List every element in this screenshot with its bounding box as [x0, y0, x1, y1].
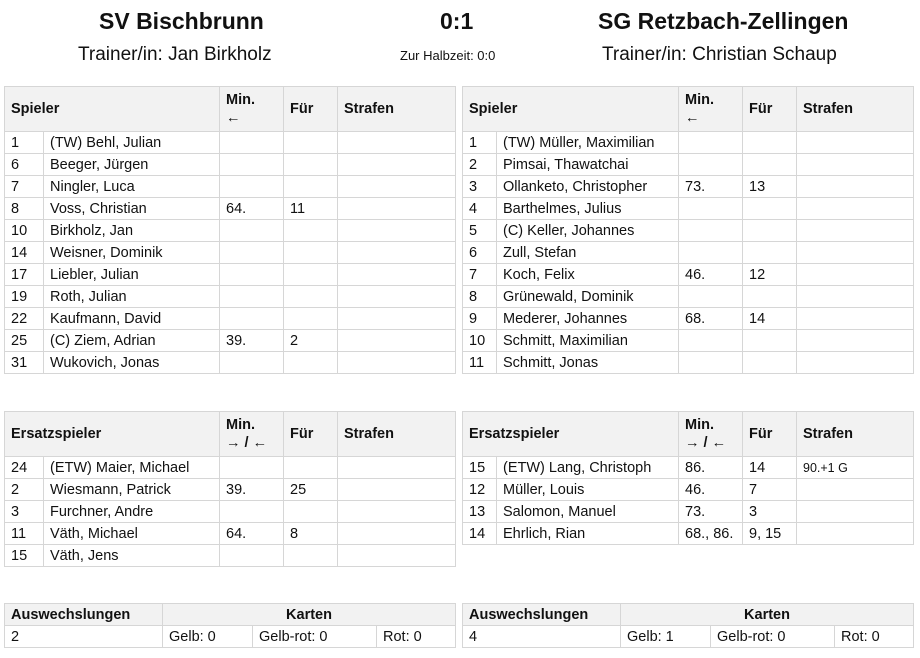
player-for [743, 330, 797, 352]
player-for: 3 [743, 501, 797, 523]
player-minute: 68. [679, 308, 743, 330]
player-row [5, 479, 456, 501]
player-number: 6 [463, 242, 497, 264]
player-penalty [338, 176, 456, 198]
player-penalty [797, 501, 914, 523]
player-minute: 64. [220, 523, 284, 545]
player-number: 11 [463, 352, 497, 374]
player-minute: 86. [679, 457, 743, 479]
player-for: 12 [743, 264, 797, 286]
player-number: 11 [5, 523, 44, 545]
player-number: 10 [5, 220, 44, 242]
player-for [284, 242, 338, 264]
player-for: 7 [743, 479, 797, 501]
player-penalty [338, 132, 456, 154]
player-penalty [338, 154, 456, 176]
player-number: 1 [5, 132, 44, 154]
home-red-cards: Rot: 0 [377, 626, 456, 648]
player-minute [220, 264, 284, 286]
player-number: 15 [5, 545, 44, 567]
col-spieler: Spieler [5, 87, 220, 132]
player-number: 13 [463, 501, 497, 523]
col-min [220, 87, 284, 132]
player-number: 14 [463, 523, 497, 545]
player-number: 31 [5, 352, 44, 374]
player-number: 7 [463, 264, 497, 286]
player-name: Schmitt, Maximilian [497, 330, 679, 352]
player-penalty [338, 479, 456, 501]
player-minute [679, 330, 743, 352]
player-number: 3 [463, 176, 497, 198]
player-row [463, 352, 914, 374]
player-row [463, 154, 914, 176]
player-name: Ningler, Luca [44, 176, 220, 198]
player-penalty [797, 154, 914, 176]
away-subs-table [462, 411, 914, 545]
player-number: 10 [463, 330, 497, 352]
player-name: Ollanketo, Christopher [497, 176, 679, 198]
player-number: 1 [463, 132, 497, 154]
player-minute: 39. [220, 330, 284, 352]
player-penalty [338, 198, 456, 220]
player-for [284, 220, 338, 242]
player-row [5, 198, 456, 220]
player-for [284, 154, 338, 176]
match-score: 0:1 [440, 8, 474, 34]
player-name: Roth, Julian [44, 286, 220, 308]
player-name: Pimsai, Thawatchai [497, 154, 679, 176]
player-name: Voss, Christian [44, 198, 220, 220]
player-penalty [338, 286, 456, 308]
min-arrows: → / ← [685, 435, 727, 451]
col-fuer: Für [743, 87, 797, 132]
player-row [463, 308, 914, 330]
player-minute: 73. [679, 176, 743, 198]
player-number: 9 [463, 308, 497, 330]
col-fuer: Für [743, 412, 797, 457]
away-players-table [462, 86, 914, 374]
player-minute [220, 176, 284, 198]
player-row [463, 479, 914, 501]
player-minute: 46. [679, 479, 743, 501]
home-subs-table [4, 411, 456, 567]
player-name: Mederer, Johannes [497, 308, 679, 330]
player-penalty [797, 132, 914, 154]
halftime-score: Zur Halbzeit: 0:0 [400, 48, 496, 63]
player-row [5, 220, 456, 242]
player-number: 15 [463, 457, 497, 479]
col-fuer: Für [284, 87, 338, 132]
player-number: 3 [5, 501, 44, 523]
player-number: 25 [5, 330, 44, 352]
player-for [284, 308, 338, 330]
player-minute: 68., 86. [679, 523, 743, 545]
col-min [220, 412, 284, 457]
home-players-table [4, 86, 456, 374]
player-penalty [338, 352, 456, 374]
col-karten: Karten [163, 604, 456, 626]
player-minute [220, 501, 284, 523]
player-row [5, 308, 456, 330]
player-penalty [797, 330, 914, 352]
table-header-row [463, 412, 914, 457]
player-minute [679, 286, 743, 308]
away-summary-table [462, 603, 914, 648]
min-label: Min. [226, 417, 255, 433]
player-penalty [797, 352, 914, 374]
col-auswechslungen: Auswechslungen [5, 604, 163, 626]
player-minute [220, 154, 284, 176]
player-minute [220, 457, 284, 479]
player-number: 14 [5, 242, 44, 264]
player-penalty: 90.+1 G [797, 457, 914, 479]
player-for [284, 545, 338, 567]
player-minute [679, 154, 743, 176]
table-header-row [5, 412, 456, 457]
player-for: 25 [284, 479, 338, 501]
player-penalty [797, 176, 914, 198]
col-ersatzspieler: Ersatzspieler [463, 412, 679, 457]
player-minute [679, 132, 743, 154]
player-for: 11 [284, 198, 338, 220]
player-for [743, 352, 797, 374]
away-yellow-red-cards: Gelb-rot: 0 [711, 626, 835, 648]
player-number: 4 [463, 198, 497, 220]
player-number: 8 [463, 286, 497, 308]
player-number: 12 [463, 479, 497, 501]
player-name: Beeger, Jürgen [44, 154, 220, 176]
player-minute [220, 352, 284, 374]
player-minute: 46. [679, 264, 743, 286]
player-row [463, 242, 914, 264]
player-row [5, 523, 456, 545]
player-name: Wiesmann, Patrick [44, 479, 220, 501]
player-for: 9, 15 [743, 523, 797, 545]
min-label: Min. [685, 417, 714, 433]
player-penalty [338, 330, 456, 352]
player-for [743, 154, 797, 176]
player-penalty [797, 220, 914, 242]
player-for [284, 264, 338, 286]
player-penalty [338, 457, 456, 479]
player-row [5, 264, 456, 286]
player-row [463, 501, 914, 523]
col-spieler: Spieler [463, 87, 679, 132]
player-number: 17 [5, 264, 44, 286]
player-penalty [797, 523, 914, 545]
player-minute: 39. [220, 479, 284, 501]
player-penalty [797, 264, 914, 286]
away-trainer: Trainer/in: Christian Schaup [602, 44, 837, 65]
player-name: Zull, Stefan [497, 242, 679, 264]
player-name: Kaufmann, David [44, 308, 220, 330]
player-name: (ETW) Lang, Christoph [497, 457, 679, 479]
player-name: Liebler, Julian [44, 264, 220, 286]
player-name: (TW) Behl, Julian [44, 132, 220, 154]
player-name: Väth, Jens [44, 545, 220, 567]
col-min [679, 412, 743, 457]
player-for [284, 286, 338, 308]
player-minute [679, 198, 743, 220]
player-penalty [797, 479, 914, 501]
player-row [463, 132, 914, 154]
home-substitution-count: 2 [5, 626, 163, 648]
player-for: 2 [284, 330, 338, 352]
player-name: Salomon, Manuel [497, 501, 679, 523]
player-number: 8 [5, 198, 44, 220]
player-row [463, 176, 914, 198]
table-header-row [5, 87, 456, 132]
player-row [463, 264, 914, 286]
away-team-name: SG Retzbach-Zellingen [598, 8, 849, 34]
col-strafen: Strafen [338, 412, 456, 457]
player-penalty [338, 264, 456, 286]
min-arrow: ← [226, 110, 241, 126]
player-for [284, 176, 338, 198]
player-for: 8 [284, 523, 338, 545]
player-row [5, 545, 456, 567]
player-for [284, 501, 338, 523]
player-minute: 73. [679, 501, 743, 523]
player-penalty [797, 242, 914, 264]
min-arrows: → / ← [226, 435, 268, 451]
col-fuer: Für [284, 412, 338, 457]
player-minute [220, 132, 284, 154]
player-name: (TW) Müller, Maximilian [497, 132, 679, 154]
home-yellow-cards: Gelb: 0 [163, 626, 253, 648]
player-penalty [338, 545, 456, 567]
home-yellow-red-cards: Gelb-rot: 0 [253, 626, 377, 648]
player-minute [679, 220, 743, 242]
player-minute [220, 242, 284, 264]
col-min [679, 87, 743, 132]
away-red-cards: Rot: 0 [835, 626, 914, 648]
player-name: Schmitt, Jonas [497, 352, 679, 374]
player-name: Ehrlich, Rian [497, 523, 679, 545]
min-label: Min. [226, 92, 256, 108]
player-row [5, 154, 456, 176]
player-name: Koch, Felix [497, 264, 679, 286]
player-row [463, 198, 914, 220]
player-name: Wukovich, Jonas [44, 352, 220, 374]
player-name: (C) Ziem, Adrian [44, 330, 220, 352]
player-for [284, 457, 338, 479]
player-for [743, 286, 797, 308]
player-penalty [797, 286, 914, 308]
player-penalty [338, 501, 456, 523]
col-auswechslungen: Auswechslungen [463, 604, 621, 626]
player-number: 22 [5, 308, 44, 330]
player-number: 6 [5, 154, 44, 176]
player-name: Grünewald, Dominik [497, 286, 679, 308]
player-for: 14 [743, 308, 797, 330]
player-for [743, 242, 797, 264]
player-row [463, 220, 914, 242]
player-name: Weisner, Dominik [44, 242, 220, 264]
player-minute [220, 220, 284, 242]
player-minute [679, 352, 743, 374]
player-name: (ETW) Maier, Michael [44, 457, 220, 479]
player-row [463, 286, 914, 308]
player-minute [220, 286, 284, 308]
player-minute [220, 308, 284, 330]
col-strafen: Strafen [338, 87, 456, 132]
player-row [5, 352, 456, 374]
player-for [743, 198, 797, 220]
away-substitution-count: 4 [463, 626, 621, 648]
player-row [5, 132, 456, 154]
player-penalty [338, 523, 456, 545]
away-yellow-cards: Gelb: 1 [621, 626, 711, 648]
player-number: 7 [5, 176, 44, 198]
home-trainer: Trainer/in: Jan Birkholz [78, 44, 272, 65]
player-penalty [338, 308, 456, 330]
player-for: 14 [743, 457, 797, 479]
player-row [463, 330, 914, 352]
player-row [5, 501, 456, 523]
player-for [284, 352, 338, 374]
player-minute [220, 545, 284, 567]
player-name: Väth, Michael [44, 523, 220, 545]
player-for [284, 132, 338, 154]
player-row [463, 523, 914, 545]
player-number: 2 [5, 479, 44, 501]
player-number: 2 [463, 154, 497, 176]
player-penalty [338, 242, 456, 264]
min-arrow: ← [685, 110, 700, 126]
player-name: Birkholz, Jan [44, 220, 220, 242]
player-name: Furchner, Andre [44, 501, 220, 523]
player-penalty [797, 308, 914, 330]
player-row [5, 286, 456, 308]
home-summary-table [4, 603, 456, 648]
player-penalty [797, 198, 914, 220]
player-name: (C) Keller, Johannes [497, 220, 679, 242]
player-row [5, 457, 456, 479]
player-minute [679, 242, 743, 264]
home-team-name: SV Bischbrunn [99, 8, 264, 34]
player-row [5, 242, 456, 264]
player-penalty [338, 220, 456, 242]
table-header-row [463, 87, 914, 132]
player-minute: 64. [220, 198, 284, 220]
col-karten: Karten [621, 604, 914, 626]
min-label: Min. [685, 92, 715, 108]
col-ersatzspieler: Ersatzspieler [5, 412, 220, 457]
player-row [5, 176, 456, 198]
player-for [743, 132, 797, 154]
player-number: 24 [5, 457, 44, 479]
col-strafen: Strafen [797, 87, 914, 132]
player-for: 13 [743, 176, 797, 198]
player-name: Müller, Louis [497, 479, 679, 501]
col-strafen: Strafen [797, 412, 914, 457]
player-number: 19 [5, 286, 44, 308]
player-row [5, 330, 456, 352]
player-for [743, 220, 797, 242]
player-number: 5 [463, 220, 497, 242]
player-name: Barthelmes, Julius [497, 198, 679, 220]
player-row [463, 457, 914, 479]
